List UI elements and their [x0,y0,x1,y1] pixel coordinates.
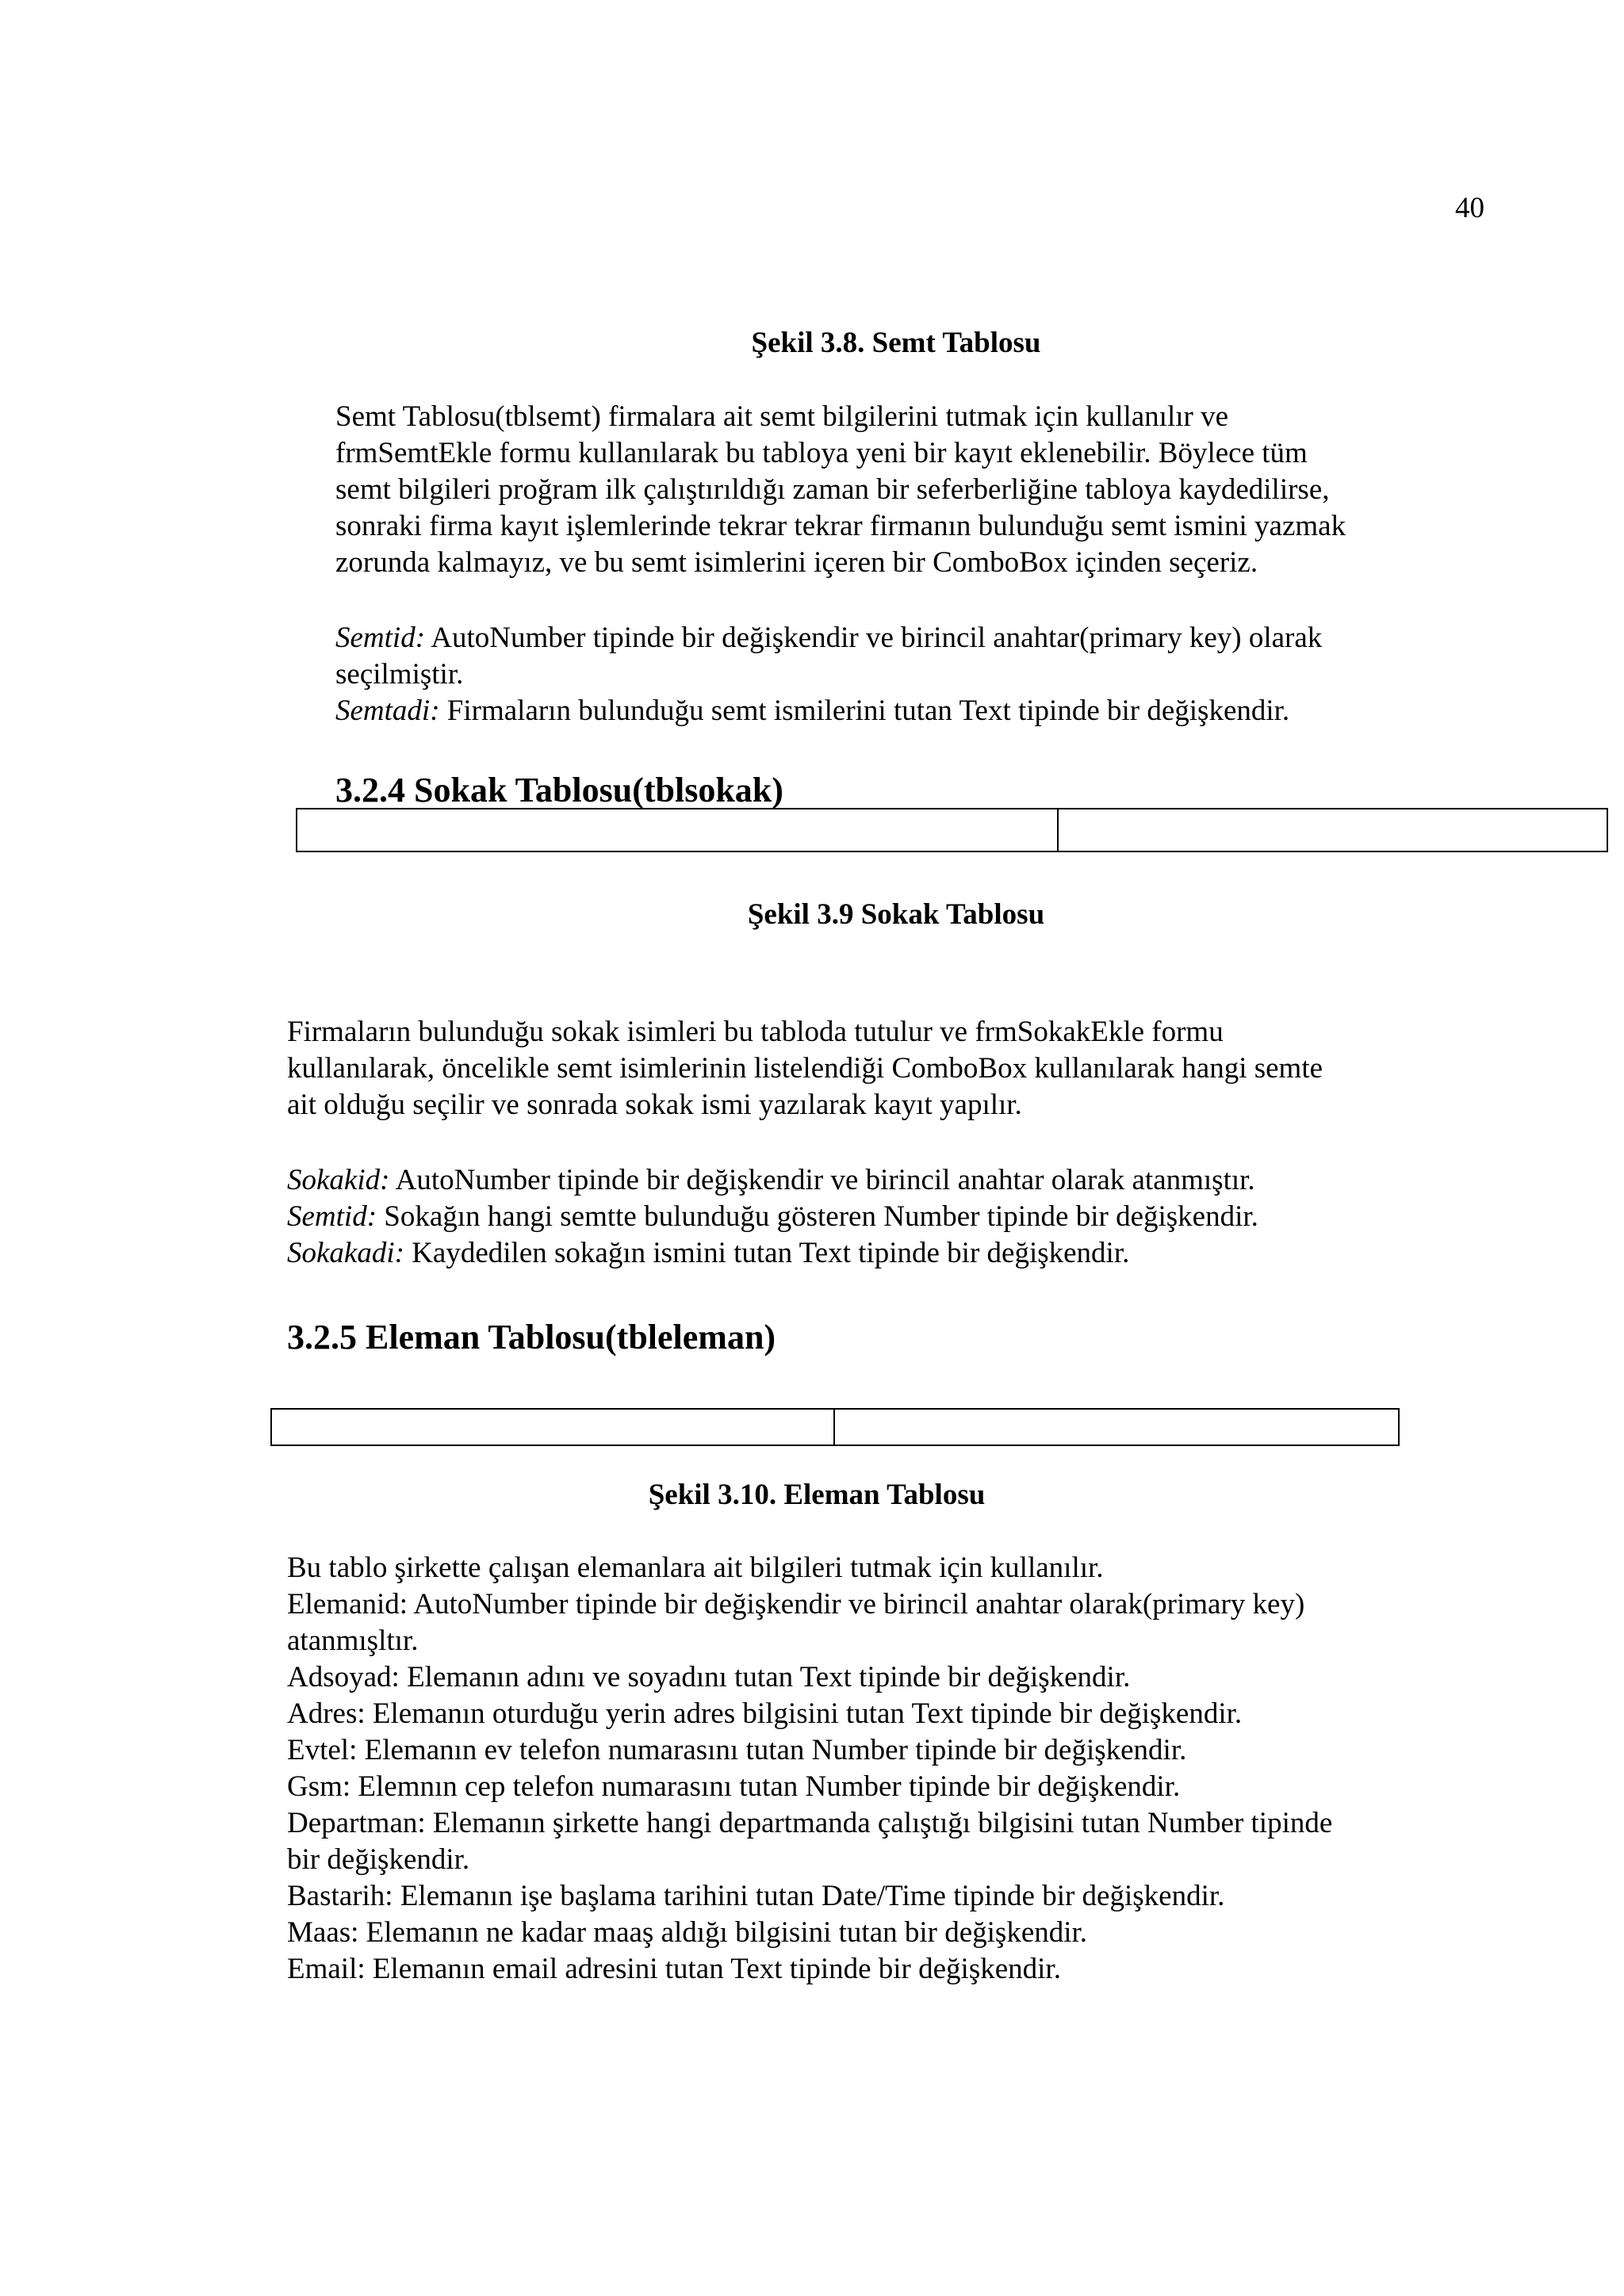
text-line: Gsm: Elemnın cep telefon numarasını tutan Number tipinde bir değişkendir. [287,1770,1181,1803]
semt-description [335,399,1346,581]
eleman-table [270,1408,1400,1446]
table-cell [835,1410,1398,1445]
field-text: Sokağın hangi semtte bulunduğu gösteren Number tipinde bir değişkendir. [377,1200,1258,1233]
section-heading-sokak: 3.2.4 Sokak Tablosu(tblsokak) [335,771,783,809]
text-line: kullanılarak, öncelikle semt isimlerinin listelendiği ComboBox kullanılarak hangi semte [287,1052,1323,1085]
sokak-fields [287,1162,1258,1272]
field-name: Semtadi: [335,695,440,727]
text-line: ait olduğu seçilir ve sonrada sokak ismi yazılarak kayıt yapılır. [287,1089,1022,1121]
sokak-table [296,808,1608,852]
table-cell [272,1410,835,1445]
field-text: AutoNumber tipinde bir değişkendir ve birincil anahtar(primary key) olarak [425,622,1323,654]
field-name: Sokakadi: [287,1237,404,1269]
field-semtid [335,620,1322,656]
text-line: bir değişkendir. [287,1843,470,1876]
figure-caption-eleman: Şekil 3.10. Eleman Tablosu [648,1479,986,1511]
field-semtadi [335,693,1322,729]
text-line: Semt Tablosu(tblsemt) firmalara ait semt bilgilerini tutmak için kullanılır ve [335,400,1229,433]
text-line: sonraki firma kayıt işlemlerinde tekrar tekrar firmanın bulunduğu semt ismini yazmak [335,510,1346,542]
page-number: 40 [1455,192,1484,224]
field-name: Sokakid: [287,1164,390,1196]
eleman-description [287,1550,1332,1988]
text-line: Departman: Elemanın şirkette hangi departmanda çalıştığı bilgisini tutan Number tipinde [287,1807,1333,1839]
section-heading-eleman: 3.2.5 Eleman Tablosu(tbleleman) [287,1318,776,1357]
text-line: Adres: Elemanın oturduğu yerin adres bilgisini tutan Text tipinde bir değişkendir. [287,1697,1243,1730]
text-line: Maas: Elemanın ne kadar maaş aldığı bilgisini tutan bir değişkendir. [287,1916,1088,1949]
text-line: Firmaların bulunduğu sokak isimleri bu tabloda tutulur ve frmSokakEkle formu [287,1016,1224,1048]
text-line: Elemanid: AutoNumber tipinde bir değişkendir ve birincil anahtar olarak(primary key) [287,1588,1305,1621]
field-text: AutoNumber tipinde bir değişkendir ve birincil anahtar olarak atanmıştır. [389,1164,1255,1196]
field-semtid [287,1199,1258,1235]
figure-caption-semt: Şekil 3.8. Semt Tablosu [751,327,1041,359]
field-sokakid [287,1162,1258,1199]
field-text: Kaydedilen sokağın ismini tutan Text tipinde bir değişkendir. [404,1237,1130,1269]
text-line: Bastarih: Elemanın işe başlama tarihini tutan Date/Time tipinde bir değişkendir. [287,1880,1225,1912]
text-line: atanmışltır. [287,1624,419,1657]
field-name: Semtid: [335,622,426,654]
text-line: Bu tablo şirkette çalışan elemanlara ait bilgileri tutmak için kullanılır. [287,1552,1104,1584]
text-line: frmSemtEkle formu kullanılarak bu tabloya yeni bir kayıt eklenebilir. Böylece tüm [335,437,1308,469]
text-line: Evtel: Elemanın ev telefon numarasını tutan Number tipinde bir değişkendir. [287,1734,1187,1766]
field-name: Semtid: [287,1200,377,1233]
semt-fields [335,620,1322,729]
field-sokakadi [287,1235,1258,1272]
field-text: Firmaların bulunduğu semt ismilerini tutan Text tipinde bir değişkendir. [439,695,1290,727]
field-semtid-cont: seçilmiştir. [335,658,464,691]
sokak-description [287,1014,1323,1123]
text-line: zorunda kalmayız, ve bu semt isimlerini içeren bir ComboBox içinden seçeriz. [335,546,1258,579]
text-line: semt bilgileri proğram ilk çalıştırıldığı zaman bir seferberliğine tabloya kaydedilirse, [335,473,1330,506]
table-cell [1059,809,1607,851]
text-line: Adsoyad: Elemanın adını ve soyadını tutan Text tipinde bir değişkendir. [287,1661,1131,1693]
table-cell [297,809,1059,851]
text-line: Email: Elemanın email adresini tutan Text tipinde bir değişkendir. [287,1953,1061,1985]
figure-caption-sokak: Şekil 3.9 Sokak Tablosu [747,898,1045,931]
